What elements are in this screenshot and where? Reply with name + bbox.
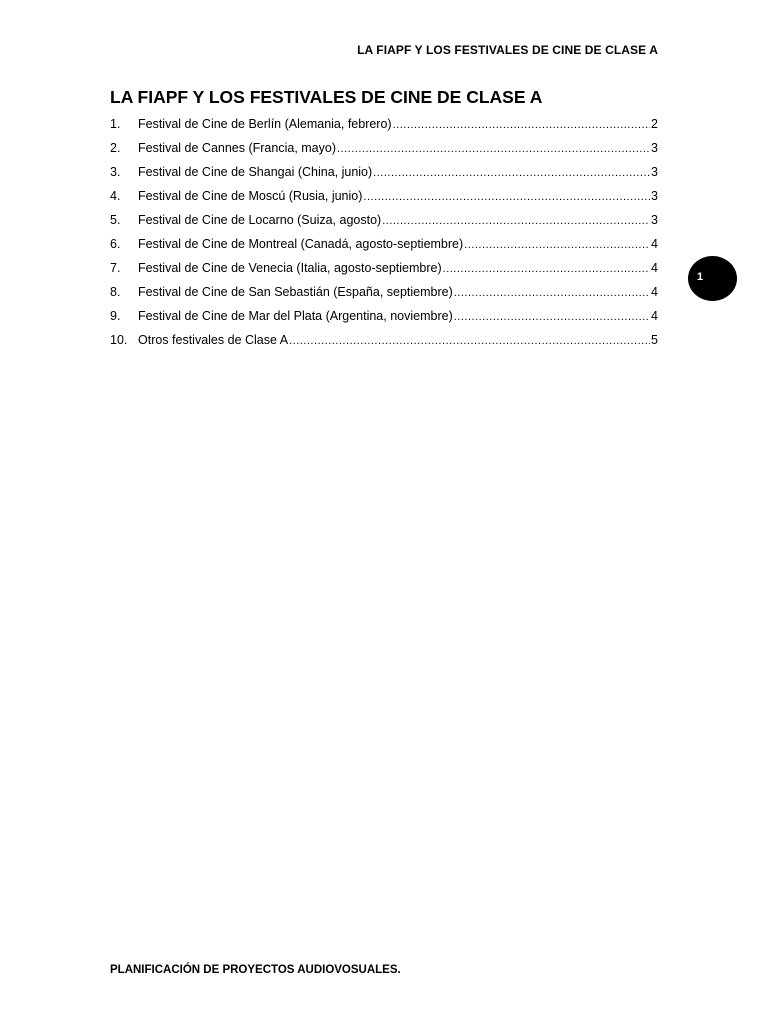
- toc-entry-page: 3: [651, 213, 658, 227]
- toc-entry[interactable]: [110, 309, 658, 333]
- toc-dot-leader: [464, 239, 650, 251]
- toc-entry-page: 3: [651, 189, 658, 203]
- toc-dot-leader: [289, 335, 650, 347]
- toc-entry[interactable]: [110, 189, 658, 213]
- page-number: 1: [697, 271, 704, 283]
- toc-entry-title: Festival de Cine de Moscú (Rusia, junio): [138, 189, 363, 203]
- toc-entry-title: Otros festivales de Clase A: [138, 333, 289, 347]
- toc-entry-title: Festival de Cine de Mar del Plata (Argentina, noviembre): [138, 309, 453, 323]
- toc-entry-number: 7.: [110, 261, 121, 275]
- table-of-contents: [110, 117, 658, 357]
- toc-entry[interactable]: [110, 165, 658, 189]
- toc-entry-title: Festival de Cine de Locarno (Suiza, agosto): [138, 213, 382, 227]
- document-title: LA FIAPF Y LOS FESTIVALES DE CINE DE CLASE A: [110, 87, 543, 107]
- toc-entry-number: 6.: [110, 237, 121, 251]
- toc-entry-title: Festival de Cine de Venecia (Italia, agosto-septiembre): [138, 261, 442, 275]
- page-number-badge: [688, 256, 737, 301]
- toc-entry-page: 4: [651, 261, 658, 275]
- toc-entry-number: 5.: [110, 213, 121, 227]
- toc-entry-number: 2.: [110, 141, 121, 155]
- toc-entry-page: 4: [651, 285, 658, 299]
- toc-entry-page: 2: [651, 117, 658, 131]
- toc-entry-title: Festival de Cine de Berlín (Alemania, febrero): [138, 117, 392, 131]
- toc-entry-page: 3: [651, 141, 658, 155]
- toc-dot-leader: [393, 119, 650, 131]
- toc-entry-page: 5: [651, 333, 658, 347]
- toc-entry-number: 3.: [110, 165, 121, 179]
- toc-entry-number: 9.: [110, 309, 121, 323]
- toc-entry[interactable]: [110, 117, 658, 141]
- toc-entry[interactable]: [110, 285, 658, 309]
- toc-entry-title: Festival de Cine de San Sebastián (España, septiembre): [138, 285, 453, 299]
- toc-entry-number: 1.: [110, 117, 121, 131]
- toc-entry-page: 4: [651, 309, 658, 323]
- toc-dot-leader: [363, 191, 650, 203]
- toc-dot-leader: [337, 143, 650, 155]
- toc-dot-leader: [454, 311, 650, 323]
- running-header: LA FIAPF Y LOS FESTIVALES DE CINE DE CLASE A: [357, 43, 658, 57]
- toc-dot-leader: [373, 167, 650, 179]
- toc-entry-title: Festival de Cannes (Francia, mayo): [138, 141, 336, 155]
- toc-entry[interactable]: [110, 333, 658, 357]
- toc-entry-title: Festival de Cine de Shangai (China, junio): [138, 165, 373, 179]
- toc-entry[interactable]: [110, 213, 658, 237]
- toc-entry-number: 4.: [110, 189, 121, 203]
- toc-entry-page: 3: [651, 165, 658, 179]
- toc-entry-title: Festival de Cine de Montreal (Canadá, agosto-septiembre): [138, 237, 464, 251]
- toc-entry[interactable]: [110, 261, 658, 285]
- toc-dot-leader: [443, 263, 650, 275]
- toc-dot-leader: [382, 215, 650, 227]
- toc-entry[interactable]: [110, 237, 658, 261]
- toc-entry[interactable]: [110, 141, 658, 165]
- toc-dot-leader: [454, 287, 650, 299]
- toc-entry-number: 10.: [110, 333, 128, 347]
- toc-entry-number: 8.: [110, 285, 121, 299]
- running-footer: PLANIFICACIÓN DE PROYECTOS AUDIOVOSUALES.: [110, 964, 401, 976]
- toc-entry-page: 4: [651, 237, 658, 251]
